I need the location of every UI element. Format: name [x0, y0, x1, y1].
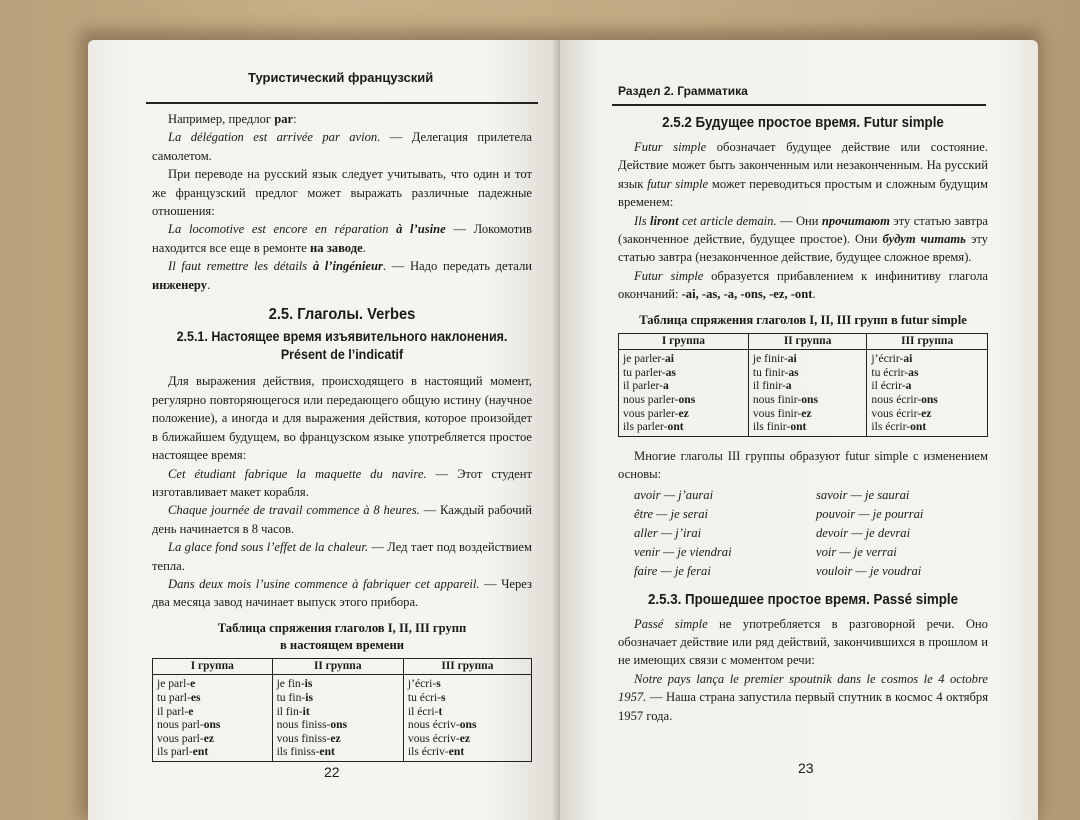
conjugation-form: [408, 745, 527, 759]
text-run: Для выражения действия, происходящего в настоящий момент, регулярно повторяющегося или передающего общую истину (научное положение), а иногда и для выражения действия, которое произойдет в ближайшем будущем, во французском языке употребляется простое настоящее время:: [152, 374, 532, 463]
text-run: liront: [649, 213, 679, 228]
table-header-cell: III группа: [867, 333, 988, 350]
verb-ending: e: [188, 704, 194, 718]
verb-stem: je finir-: [752, 352, 788, 366]
conjugation-form: [408, 732, 527, 746]
paragraph: [152, 110, 532, 128]
conjugation-form: [623, 352, 744, 366]
conjugation-form: [408, 718, 527, 732]
conjugation-form: [753, 393, 863, 407]
verb-ending: as: [908, 365, 919, 379]
verb-stem: ils parler-: [623, 420, 668, 434]
table-column-1: [153, 675, 273, 762]
intro-paragraphs: [152, 110, 532, 294]
running-header: Туристический французский: [248, 70, 434, 85]
irregular-verbs-col1: [634, 486, 806, 581]
verb-ending: ons: [330, 718, 348, 732]
paragraph: [152, 165, 532, 220]
verb-stem: il parl-: [157, 704, 189, 718]
verb-ending: ai: [787, 352, 797, 366]
verb-stem: nous écrir-: [871, 393, 922, 407]
conjugation-form: [277, 691, 399, 705]
table-column-1: [619, 350, 749, 437]
verb-ending: ons: [459, 718, 477, 732]
subsection-title: [167, 328, 517, 364]
irregular-verb-item: être — je serai: [634, 506, 709, 521]
text-run: Futur simple: [634, 140, 707, 154]
conjugation-form: [623, 407, 744, 421]
irregular-verb-item: vouloir — je voudrai: [816, 563, 922, 578]
text-run: Passé simple: [634, 616, 708, 631]
text-run: Dans deux mois l’usine commence à fabriquer cet appareil.: [168, 576, 480, 591]
body-paragraphs: [152, 372, 532, 611]
verb-ending: ons: [921, 393, 938, 407]
text-run: .: [362, 240, 366, 255]
verb-ending: ai: [903, 352, 913, 366]
text-run: par: [274, 112, 294, 126]
conjugation-form: [871, 393, 983, 407]
table-column-3: [403, 675, 531, 762]
text-run: futur simple: [647, 176, 709, 191]
paragraph: [152, 538, 532, 575]
verb-stem: il fin-: [276, 704, 303, 718]
verb-stem: il finir-: [752, 379, 786, 393]
text-run: .: [812, 287, 816, 302]
conjugation-form: [157, 732, 268, 746]
irregular-verb-item: avoir — j’aurai: [634, 487, 714, 502]
text-run: :: [293, 112, 297, 126]
irregular-verb-item: voir — je verrai: [816, 544, 897, 559]
verb-stem: ils finiss-: [276, 745, 320, 759]
table-header-cell: II группа: [272, 658, 403, 675]
conjugation-form: [623, 366, 744, 380]
conjugation-form: [871, 352, 983, 366]
table-header-cell: I группа: [619, 333, 749, 350]
verb-ending: it: [302, 704, 310, 718]
paragraph: [152, 575, 532, 612]
verb-ending: ez: [801, 406, 812, 420]
verb-ending: ez: [678, 406, 689, 420]
verb-stem: vous finiss-: [276, 731, 331, 745]
left-page: [88, 40, 560, 820]
verb-stem: tu fin-: [276, 690, 306, 704]
table-title-line2: в настоящем времени: [279, 637, 404, 652]
verb-stem: vous écriv-: [407, 731, 460, 745]
text-run: — Лед тает под воздействием тепла.: [152, 540, 532, 573]
text-run: будут читать: [882, 232, 966, 247]
conjugation-form: [277, 732, 399, 746]
verb-stem: tu écrir-: [871, 365, 909, 379]
verb-stem: ils parl-: [157, 745, 193, 759]
conjugation-form: [871, 407, 983, 421]
verb-ending: ent: [319, 745, 335, 759]
verb-ending: is: [304, 677, 313, 691]
verb-ending: a: [905, 379, 912, 393]
section-title: 2.5.2 Будущее простое время. Futur simple: [662, 115, 944, 131]
subsection-title-line2: Présent de l’indicatif: [280, 347, 404, 363]
conjugation-form: [408, 677, 527, 691]
verb-ending: ez: [203, 731, 214, 745]
text-run: Il faut remettre les détails: [168, 259, 313, 274]
text-run: — Каждый рабочий день начинается в 8 часов.: [152, 503, 532, 536]
verb-stem: il écri-: [407, 704, 439, 718]
verb-ending: as: [788, 365, 799, 379]
paragraph: [152, 372, 532, 464]
text-run: à l’usine: [396, 222, 446, 237]
conjugation-form: [408, 691, 527, 705]
verb-ending: ent: [448, 745, 465, 759]
paragraph: [618, 138, 988, 212]
text-run: -ai, -as, -a, -ons, -ez, -ont: [681, 287, 813, 302]
text-run: Cet étudiant fabrique la maquette du navire.: [168, 466, 427, 481]
irregular-verb-item: faire — je ferai: [634, 563, 711, 578]
irregular-verb-item: aller — j’irai: [634, 525, 702, 540]
table-column-2: [272, 675, 403, 762]
paragraph: [618, 615, 988, 670]
paragraph: [618, 267, 988, 304]
text-run: à l’ingénieur: [312, 259, 383, 274]
verb-stem: tu finir-: [752, 365, 789, 379]
text-run: . — Надо передать детали: [382, 259, 533, 274]
left-content: [152, 110, 532, 762]
table-header-cell: II группа: [748, 333, 867, 350]
irregular-verb-item: pouvoir — je pourrai: [816, 506, 924, 521]
text-run: При переводе на русский язык следует учитывать, что один и тот же французский предлог может выражать различные падежные отношения:: [152, 167, 532, 219]
text-run: — Через два месяца завод начинает выпуск этого прибора.: [152, 576, 533, 610]
header-rule: [146, 102, 538, 104]
body2-paragraphs: [618, 615, 988, 725]
paragraph: [618, 670, 988, 725]
verb-stem: ils écriv-: [407, 745, 449, 759]
conjugation-form: [277, 677, 399, 691]
verb-stem: nous finiss-: [276, 718, 331, 732]
conjugation-form: [753, 407, 863, 421]
conjugation-form: [277, 705, 399, 719]
verb-stem: nous parl-: [157, 718, 204, 732]
verb-ending: ons: [203, 718, 221, 732]
table-title-line1: Таблица спряжения глаголов I, II, III групп: [217, 620, 467, 635]
verb-ending: ent: [192, 745, 209, 759]
irregular-intro: Многие глаголы III группы образуют futur simple с изменением основы:: [618, 448, 988, 482]
text-run: образуется прибавлением к инфинитиву глагола окончаний:: [618, 268, 989, 302]
conjugation-form: [623, 420, 744, 434]
conjugation-form: [753, 366, 863, 380]
irregular-verbs-col2: [816, 486, 988, 581]
verb-ending: a: [785, 379, 792, 393]
right-page: [560, 40, 1038, 820]
verb-stem: tu parler-: [623, 365, 666, 379]
text-run: .: [207, 277, 211, 292]
text-run: обозначает будущее действие или состояние. Действие может быть законченным или незаконченным. На русский язык: [618, 140, 988, 191]
verb-ending: ons: [801, 393, 819, 407]
verb-ending: e: [190, 677, 196, 691]
conjugation-form: [623, 379, 744, 393]
verb-ending: s: [441, 690, 446, 704]
irregular-verb-item: savoir — je saurai: [816, 487, 910, 502]
conjugation-form: [157, 691, 268, 705]
body-paragraphs: [618, 138, 988, 304]
conjugation-form: [623, 393, 744, 407]
verb-ending: ont: [790, 420, 807, 434]
text-run: cet article demain.: [678, 213, 777, 228]
right-content: [618, 110, 988, 725]
irregular-verb-item: devoir — je devrai: [816, 525, 911, 540]
header-rule: [612, 104, 986, 106]
verb-stem: nous finir-: [752, 393, 802, 407]
text-run: La locomotive est encore en réparation: [168, 222, 397, 237]
text-run: эту статью завтра (законченное действие, будущее простое). Они: [618, 213, 988, 247]
conjugation-form: [157, 745, 268, 759]
verb-ending: ai: [664, 352, 674, 366]
conjugation-form: [157, 718, 268, 732]
verb-stem: j’écri-: [407, 677, 437, 691]
table-title: Таблица спряжения глаголов I, II, III групп в futur simple: [639, 312, 967, 327]
verb-stem: vous écrir-: [871, 406, 922, 420]
text-run: инженеру: [152, 277, 208, 292]
text-run: Ils: [634, 213, 650, 228]
table-header-cell: III группа: [403, 658, 531, 675]
verb-stem: tu parl-: [157, 690, 191, 704]
conjugation-form: [753, 420, 863, 434]
conjugation-form: [871, 379, 983, 393]
text-run: эту статью завтра (незаконченное действие, будущее сложное время).: [618, 232, 988, 265]
verb-stem: vous finir-: [752, 406, 802, 420]
verb-ending: es: [190, 690, 201, 704]
verb-stem: je fin-: [276, 677, 305, 691]
conjugation-form: [408, 705, 527, 719]
text-run: — Они: [776, 213, 822, 228]
verb-ending: ez: [921, 406, 932, 420]
conjugation-form: [277, 745, 399, 759]
subsection-title-line1: 2.5.1. Настоящее время изъявительного наклонения.: [176, 329, 508, 345]
verb-ending: ez: [330, 731, 341, 745]
page-number: 23: [798, 760, 814, 776]
text-run: La délégation est arrivée par avion.: [168, 130, 381, 145]
conjugation-form: [753, 352, 863, 366]
verb-ending: t: [438, 704, 443, 718]
conjugation-form: [157, 705, 268, 719]
verb-stem: il écrir-: [871, 379, 906, 393]
text-run: на заводе: [310, 240, 363, 255]
irregular-verb-list: [634, 486, 988, 581]
text-run: Например, предлог: [168, 112, 275, 126]
paragraph: [152, 465, 532, 502]
text-run: — Этот студент изготавливает макет корабля.: [152, 466, 532, 499]
verb-stem: vous parl-: [157, 731, 204, 745]
text-run: — Наша страна запустила первый спутник в космос 4 октября 1957 года.: [618, 690, 988, 723]
verb-ending: a: [663, 379, 669, 393]
paragraph: [152, 501, 532, 538]
verb-stem: vous parler-: [623, 406, 679, 420]
text-run: La glace fond sous l’effet de la chaleur.: [168, 540, 369, 555]
paragraph: [618, 212, 988, 267]
text-run: прочитают: [821, 213, 890, 228]
verb-ending: ont: [667, 420, 684, 434]
conjugation-form: [871, 366, 983, 380]
verb-stem: tu écri-: [407, 690, 442, 704]
verb-stem: je parl-: [157, 677, 191, 691]
text-run: Notre pays lança le premier spoutnik dans le cosmos le 4 octobre 1957.: [618, 671, 988, 705]
verb-stem: il parler-: [623, 379, 664, 393]
text-run: Chaque journée de travail commence à 8 heures.: [168, 503, 420, 518]
irregular-verb-item: venir — je viendrai: [634, 544, 732, 559]
verb-ending: s: [436, 677, 441, 691]
verb-ending: is: [305, 690, 313, 704]
table-header-cell: I группа: [153, 658, 273, 675]
verb-stem: nous parler-: [623, 393, 679, 407]
verb-stem: ils écrir-: [871, 420, 911, 434]
text-run: Futur simple: [634, 268, 704, 283]
verb-ending: ons: [678, 393, 696, 407]
table-column-3: [867, 350, 988, 437]
conjugation-form: [277, 718, 399, 732]
paragraph: [152, 220, 532, 257]
paragraph: [152, 128, 532, 165]
verb-ending: as: [665, 365, 676, 379]
paragraph: [152, 257, 532, 294]
verb-ending: ont: [910, 420, 927, 434]
verb-ending: ez: [459, 731, 471, 745]
verb-stem: j’écrir-: [871, 352, 904, 366]
verb-stem: nous écriv-: [407, 718, 460, 732]
conjugation-table-futur: [618, 333, 988, 437]
conjugation-table-present: [152, 658, 532, 762]
text-run: — Делегация прилетела самолетом.: [152, 130, 532, 163]
section2-title: 2.5.3. Прошедшее простое время. Passé simple: [647, 591, 959, 608]
text-run: — Локомотив находится все еще в ремонте: [152, 222, 532, 255]
text-run: не употребляется в разговорной речи. Оно обозначает действие или ряд действий, закончившихся в прошлом и не имеющих связи с моментом речи:: [618, 616, 988, 668]
verb-stem: je parler-: [623, 352, 665, 366]
conjugation-form: [753, 379, 863, 393]
conjugation-form: [157, 677, 268, 691]
section-title: 2.5. Глаголы. Verbes: [268, 306, 416, 324]
verb-stem: ils finir-: [752, 420, 791, 434]
page-number: 22: [324, 764, 340, 780]
conjugation-form: [871, 420, 983, 434]
text-run: может переводиться простым и сложным будущим временем:: [618, 176, 988, 210]
table-title: [152, 620, 532, 654]
table-column-2: [748, 350, 867, 437]
running-header: Раздел 2. Грамматика: [618, 84, 748, 98]
